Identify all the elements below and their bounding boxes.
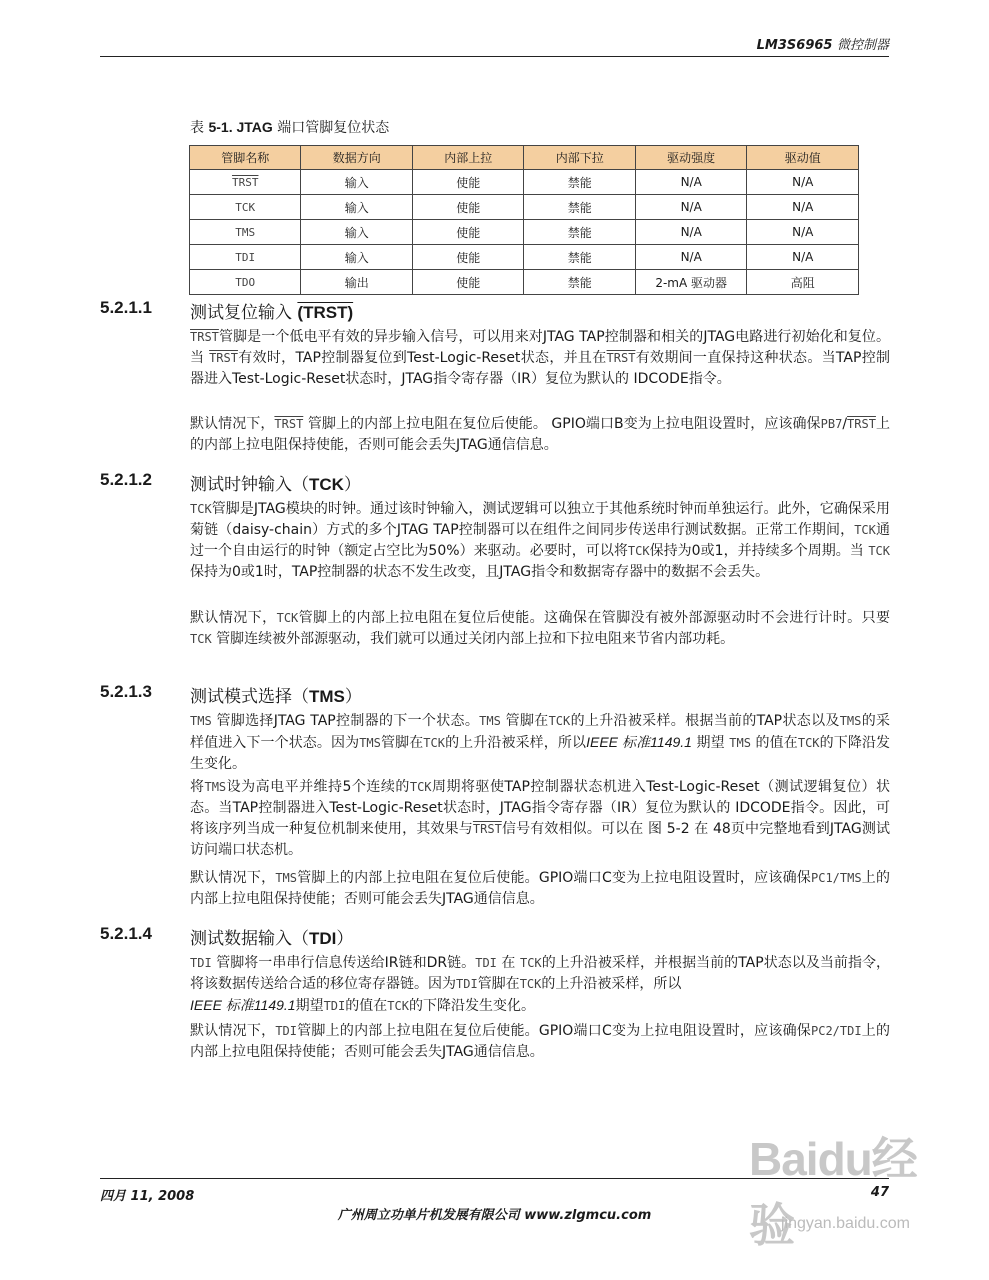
paragraph: 默认情况下，TCK管脚上的内部上拉电阻在复位后使能。这确保在管脚没有被外部源驱动时不会进行计时。只要 TCK 管脚连续被外部源驱动，我们就可以通过关闭内部上拉和下拉电阻来节省内部功耗。	[190, 610, 890, 647]
table-cell: N/A	[635, 220, 746, 245]
pin-name-cell: TMS	[190, 220, 301, 245]
section-title: 测试时钟输入（TCK）	[190, 475, 361, 495]
section-number: 5.2.1.2	[100, 470, 152, 489]
table-cell: 禁能	[524, 170, 635, 195]
paragraph: 默认情况下，TRST 管脚上的内部上拉电阻在复位后使能。 GPIO端口B变为上拉电阻设置时，应该确保PB7/TRST上的内部上拉电阻保持使能，否则可能会丢失JTAG通信信息。	[190, 416, 891, 453]
table-header-row	[190, 146, 859, 170]
table-cell: N/A	[747, 195, 859, 220]
table-row	[190, 270, 859, 295]
header-divider	[100, 56, 889, 57]
table-cell: N/A	[747, 170, 859, 195]
table-cell: 禁能	[524, 270, 635, 295]
table-header-cell: 驱动值	[747, 146, 859, 170]
table-header-cell: 管脚名称	[190, 146, 301, 170]
paragraph: 默认情况下，TDI管脚上的内部上拉电阻在复位后使能。GPIO端口C变为上拉电阻设置时，应该确保PC2/TDI上的内部上拉电阻保持使能；否则可能会丢失JTAG通信信息。	[190, 1023, 891, 1060]
paragraph: TMS 管脚选择JTAG TAP控制器的下一个状态。TMS 管脚在TCK的上升沿被采样。根据当前的TAP状态以及TMS的采样值进入下一个状态。因为TMS管脚在TCK的上升沿被采样，所以IEEE 标准1149.1 期望 TMS 的值在TCK的下降沿发生变化。	[190, 713, 891, 772]
table-cell: 输出	[301, 270, 412, 295]
table-header-cell: 驱动强度	[635, 146, 746, 170]
table-cell: 使能	[412, 195, 523, 220]
table-cell: 禁能	[524, 195, 635, 220]
watermark-logo: Baidu经验	[749, 1133, 917, 1251]
table-row	[190, 195, 859, 220]
section-number: 5.2.1.1	[100, 298, 152, 317]
table-header-cell: 内部上拉	[412, 146, 523, 170]
table-row	[190, 170, 859, 195]
table-cell: 使能	[412, 170, 523, 195]
section-number: 5.2.1.3	[100, 682, 152, 701]
section-title: 测试数据输入（TDI）	[190, 929, 354, 949]
page-header-title	[757, 34, 889, 53]
table-cell: 输入	[301, 245, 412, 270]
table-cell: N/A	[635, 195, 746, 220]
table-header-cell: 数据方向	[301, 146, 412, 170]
table-cell: 禁能	[524, 245, 635, 270]
table-cell: 使能	[412, 245, 523, 270]
section-number: 5.2.1.4	[100, 924, 152, 943]
header-title-cn: 微控制器	[836, 38, 889, 53]
paragraph: TDI 管脚将一串串行信息传送给IR链和DR链。TDI 在 TCK的上升沿被采样，并根据当前的TAP状态以及当前指令，将该数据传送给合适的移位寄存器链。因为TDI管脚在TCK的上升沿被采样，所以 IEEE 标准1149.1期望TDI的值在TCK的下降沿发生变化。	[190, 955, 891, 1014]
footer-divider	[100, 1178, 889, 1179]
pin-name-cell: TRST	[190, 170, 301, 195]
pin-name-cell: TDO	[190, 270, 301, 295]
watermark-url: jingyan.baidu.com	[781, 1215, 910, 1232]
baidu-jingyan-watermark	[749, 1115, 939, 1251]
table-cell: 输入	[301, 220, 412, 245]
table-cell: 禁能	[524, 220, 635, 245]
table-cell: 使能	[412, 270, 523, 295]
footer-date: 四月 11, 2008	[100, 1189, 195, 1204]
table-row	[190, 245, 859, 270]
paragraph: 默认情况下，TMS管脚上的内部上拉电阻在复位后使能。GPIO端口C变为上拉电阻设置时，应该确保PC1/TMS上的内部上拉电阻保持使能；否则可能会丢失JTAG通信信息。	[190, 870, 891, 907]
table-row	[190, 220, 859, 245]
table-header-cell: 内部下拉	[524, 146, 635, 170]
header-title-en: LM3S6965	[756, 38, 833, 53]
table-caption: 表 5-1. JTAG 端口管脚复位状态	[190, 119, 390, 136]
table-cell: 2-mA 驱动器	[635, 270, 746, 295]
section-title: 测试复位输入 (TRST)	[190, 303, 354, 323]
table-cell: 高阻	[747, 270, 859, 295]
page-number: 47	[870, 1185, 889, 1200]
paragraph: 将TMS设为高电平并维持5个连续的TCK周期将驱使TAP控制器状态机进入Test-Logic-Reset（测试逻辑复位）状态。当TAP控制器进入Test-Logic-Reset状态时，JTAG指令寄存器（IR）复位为默认的 IDCODE指令。因此，可将该序列当成一种复位机制来使用，其效果与TRST信号有效相似。可以在 图 5-2 在 48页中完整地看到JTAG测试访问端口状态机。	[190, 779, 890, 858]
table-cell: N/A	[635, 170, 746, 195]
paragraph: TRST管脚是一个低电平有效的异步输入信号，可以用来对JTAG TAP控制器和相关的JTAG电路进行初始化和复位。当 TRST有效时，TAP控制器复位到Test-Logic-Reset状态，并且在TRST有效期间一直保持这种状态。当TAP控制器进入Test-Logic-Reset状态时，JTAG指令寄存器（IR）复位为默认的 IDCODE指令。	[190, 329, 891, 387]
table-cell: 输入	[301, 170, 412, 195]
pin-name-cell: TDI	[190, 245, 301, 270]
jtag-pin-reset-table	[189, 145, 859, 295]
pin-name-cell: TCK	[190, 195, 301, 220]
table-cell: N/A	[747, 220, 859, 245]
section-title: 测试模式选择（TMS）	[190, 687, 362, 707]
table-cell: N/A	[747, 245, 859, 270]
table-cell: 输入	[301, 195, 412, 220]
footer-company: 广州周立功单片机发展有限公司 www.zlgmcu.com	[337, 1208, 652, 1223]
paragraph: TCK管脚是JTAG模块的时钟。通过该时钟输入，测试逻辑可以独立于其他系统时钟而单独运行。此外，它确保采用菊链（daisy-chain）方式的多个JTAG TAP控制器可以在组件之间同步传送串行测试数据。正常工作期间，TCK通过一个自由运行的时钟（额定占空比为50%）来驱动。必要时，可以将TCK保持为0或1，并持续多个周期。当 TCK保持为0或1时，TAP控制器的状态不发生改变，且JTAG指令和数据寄存器中的数据不会丢失。	[190, 501, 891, 580]
table-cell: N/A	[635, 245, 746, 270]
table-cell: 使能	[412, 220, 523, 245]
